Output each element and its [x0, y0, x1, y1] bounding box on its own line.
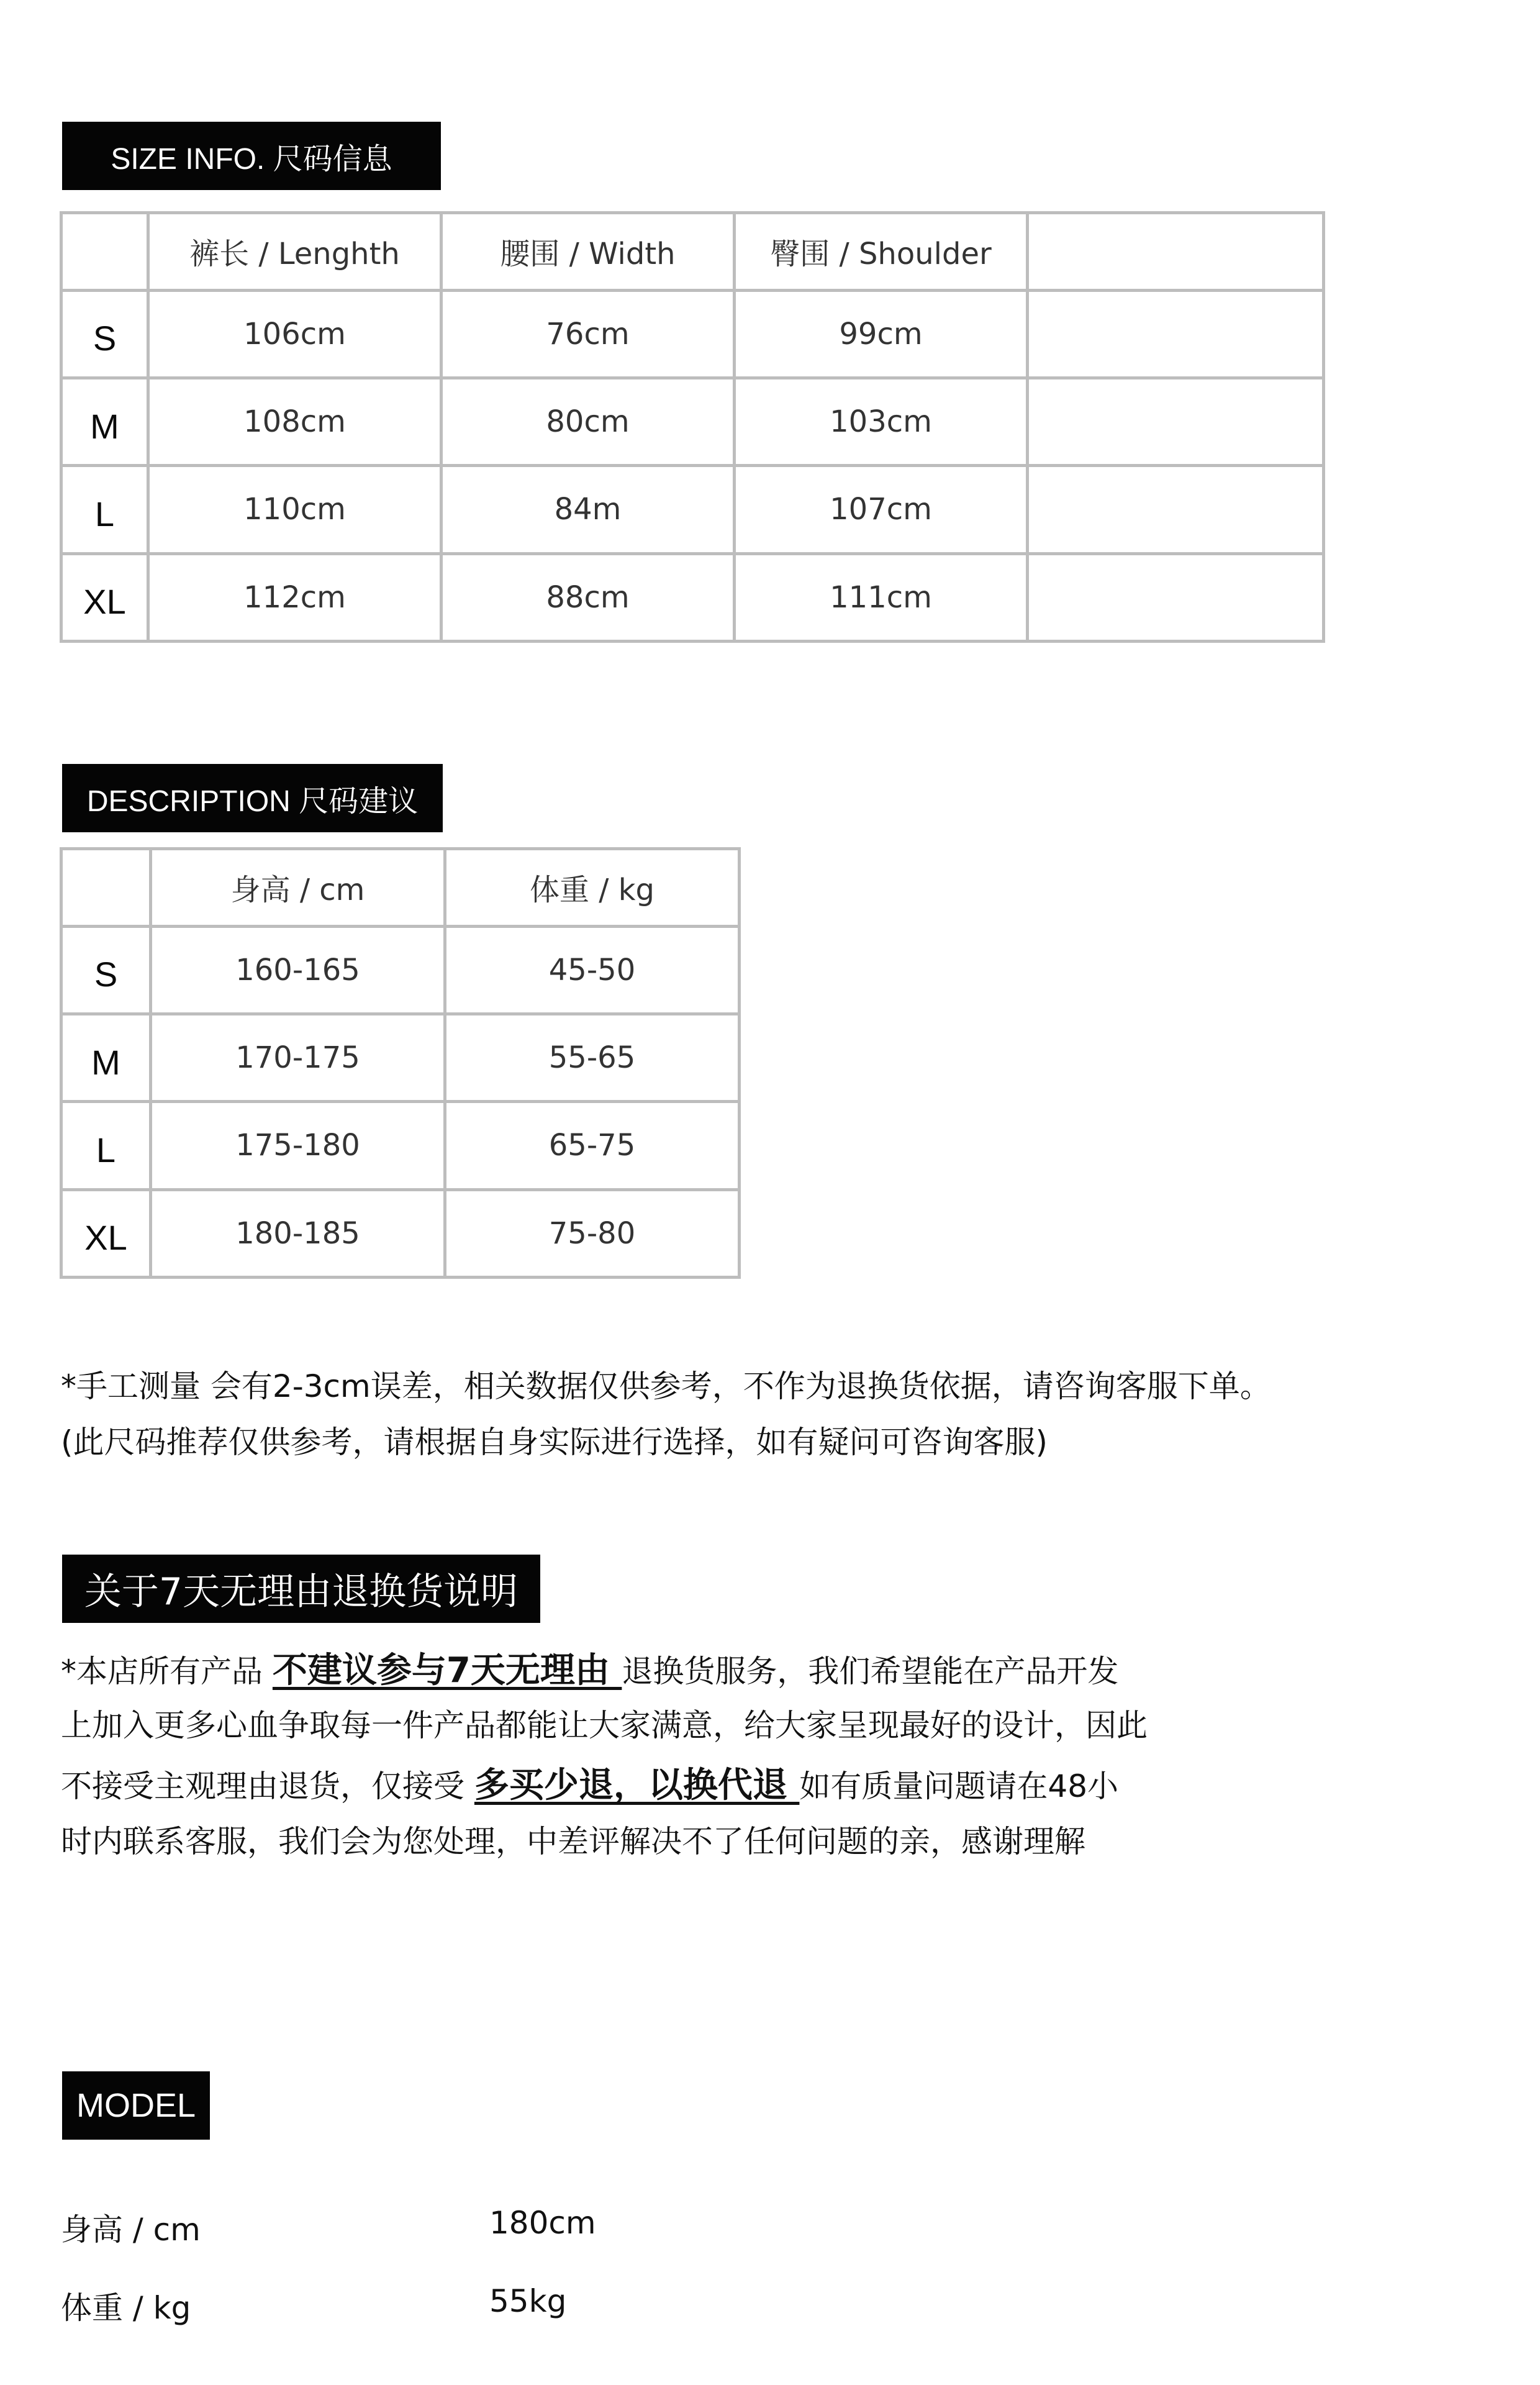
size-label: M: [61, 1014, 151, 1101]
height-value: 175-180: [151, 1102, 445, 1189]
returns-paragraph-line: [61, 1817, 1085, 1861]
size-label: L: [61, 466, 148, 553]
length-value: 106cm: [148, 290, 442, 378]
length-value: 108cm: [148, 378, 442, 465]
empty-cell: [1028, 466, 1324, 553]
height-value: 180-185: [151, 1189, 445, 1277]
returns-text: 时内联系客服，我们会为您处理，中差评解决不了任何问题的亲，感谢理解: [61, 1824, 1085, 1860]
empty-cell: [1028, 553, 1324, 641]
header-cell: [61, 849, 151, 927]
table-row: [61, 1014, 740, 1101]
description-table: [60, 847, 741, 1279]
header-cell: [1028, 213, 1324, 291]
width-value: 84m: [442, 466, 735, 553]
table-row: [61, 1102, 740, 1189]
returns-paragraph-line: [61, 1643, 1118, 1692]
size-info-table: [60, 211, 1325, 643]
weight-value: 55-65: [445, 1014, 740, 1101]
weight-value: 45-50: [445, 926, 740, 1014]
weight-value: 65-75: [445, 1102, 740, 1189]
returns-text: 退换货服务，我们希望能在产品开发: [622, 1653, 1119, 1689]
returns-text: *本店所有产品: [61, 1653, 273, 1689]
table-row: [61, 466, 1324, 553]
header-width: 腰围 / Width: [442, 213, 735, 291]
table-row: [61, 926, 740, 1014]
measurement-note: *手工测量 会有2-3cm误差，相关数据仅供参考，不作为退换货依据，请咨询客服下单。: [61, 1368, 1271, 1404]
returns-text: 不接受主观理由退货，仅接受: [61, 1768, 474, 1804]
table-header-row: [61, 213, 1324, 291]
returns-text: 如有质量问题请在48小: [799, 1768, 1119, 1804]
table-header-row: [61, 849, 740, 927]
returns-emphasis: 多买少退，以换代退: [474, 1765, 800, 1806]
shoulder-value: 111cm: [735, 553, 1028, 641]
returns-paragraph-line: [61, 1758, 1118, 1807]
model-height-label: 身高 / cm: [61, 2212, 201, 2248]
header-height: 身高 / cm: [151, 849, 445, 927]
returns-paragraph-line: [61, 1701, 1148, 1745]
header-weight: 体重 / kg: [445, 849, 740, 927]
length-value: 110cm: [148, 466, 442, 553]
table-row: [61, 553, 1324, 641]
header-length: 裤长 / Lenghth: [148, 213, 442, 291]
size-label: S: [61, 926, 151, 1014]
empty-cell: [1028, 290, 1324, 378]
shoulder-value: 107cm: [735, 466, 1028, 553]
table-row: [61, 1189, 740, 1277]
width-value: 76cm: [442, 290, 735, 378]
model-height-row: [61, 2205, 596, 2250]
size-label: M: [61, 378, 148, 465]
height-value: 160-165: [151, 926, 445, 1014]
model-weight-value: 55kg: [489, 2283, 567, 2319]
shoulder-value: 103cm: [735, 378, 1028, 465]
height-value: 170-175: [151, 1014, 445, 1101]
weight-value: 75-80: [445, 1189, 740, 1277]
shoulder-value: 99cm: [735, 290, 1028, 378]
recommendation-note: (此尺码推荐仅供参考，请根据自身实际进行选择，如有疑问可咨询客服): [61, 1424, 1048, 1460]
returns-title: 关于7天无理由退换货说明: [62, 1555, 540, 1623]
description-title: DESCRIPTION 尺码建议: [62, 764, 443, 832]
size-label: XL: [61, 1189, 151, 1277]
model-weight-row: [61, 2283, 567, 2328]
header-shoulder: 臀围 / Shoulder: [735, 213, 1028, 291]
length-value: 112cm: [148, 553, 442, 641]
header-cell: [61, 213, 148, 291]
returns-text: 上加入更多心血争取每一件产品都能让大家满意，给大家呈现最好的设计，因此: [61, 1707, 1148, 1743]
size-label: S: [61, 290, 148, 378]
returns-emphasis: 不建议参与7天无理由: [272, 1650, 622, 1691]
table-row: [61, 290, 1324, 378]
table-row: [61, 378, 1324, 465]
size-label: XL: [61, 553, 148, 641]
width-value: 80cm: [442, 378, 735, 465]
model-weight-label: 体重 / kg: [61, 2290, 191, 2326]
size-info-title: SIZE INFO. 尺码信息: [62, 122, 441, 190]
width-value: 88cm: [442, 553, 735, 641]
size-label: L: [61, 1102, 151, 1189]
empty-cell: [1028, 378, 1324, 465]
model-height-value: 180cm: [489, 2205, 596, 2241]
model-title: MODEL: [62, 2071, 210, 2140]
